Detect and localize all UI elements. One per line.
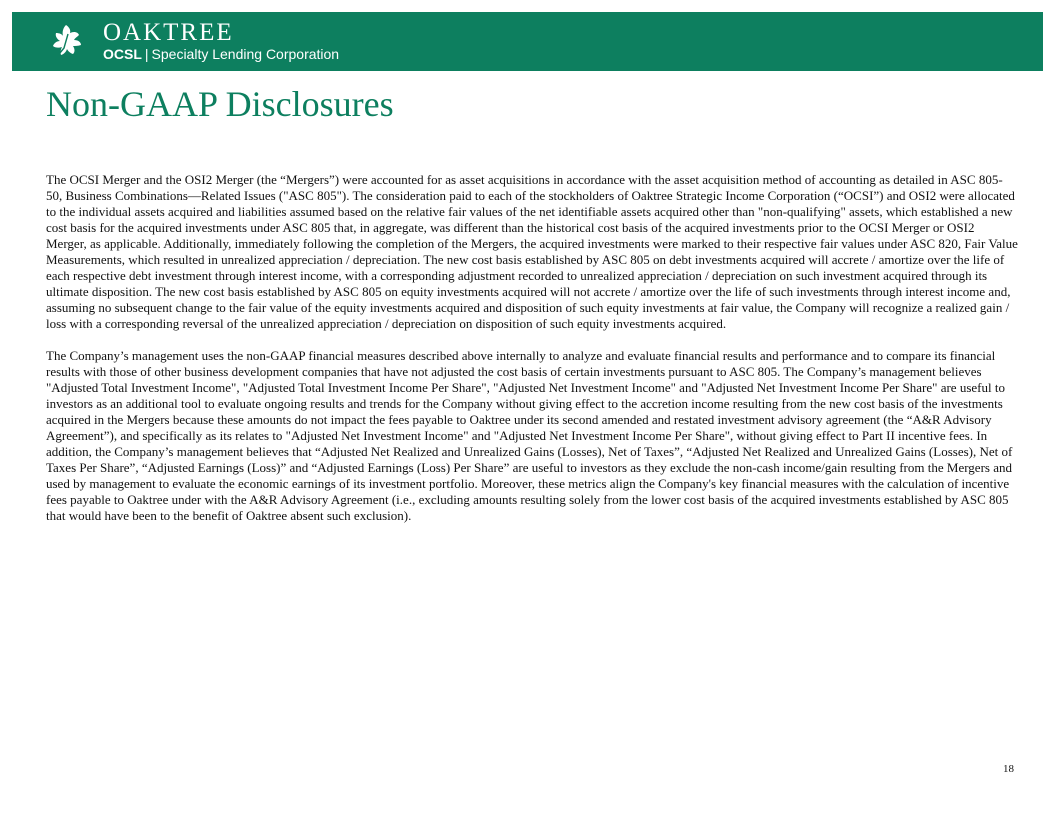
ticker-label: OCSL (103, 46, 142, 62)
company-name: Specialty Lending Corporation (151, 46, 340, 62)
ticker-separator: | (144, 46, 149, 62)
page-title: Non-GAAP Disclosures (46, 84, 394, 124)
disclosure-body (46, 172, 1018, 540)
oak-leaf-icon (46, 22, 86, 62)
brand-name: OAKTREE (103, 19, 234, 46)
page-number: 18 (1003, 763, 1014, 775)
paragraph-asset-acquisition: The OCSI Merger and the OSI2 Merger (the “Mergers”) were accounted for as asset acquisitions in accordance with the asset acquisition method of accounting as detailed in ASC 805-50, Business Combinations—Related Issues ("ASC 805"). The consideration paid to each of the stockholders of Oaktree Strategic Income Corporation (“OCSI”) and OSI2 were allocated to the individual assets acquired and liabilities assumed based on the relative fair values of the net identifiable assets acquired other than "non-qualifying" assets, which established a new cost basis for the acquired investments under ASC 805 that, in aggregate, was different than the historical cost basis of the acquired investments prior to the OCSI Merger or OSI2 Merger, as applicable. Additionally, immediately following the completion of the Mergers, the acquired investments were marked to their respective fair values under ASC 820, Fair Value Measurements, which resulted in unrealized appreciation / depreciation. The new cost basis established by ASC 805 on debt investments acquired will accrete / amortize over the life of each respective debt investment through interest income, with a corresponding adjustment recorded to unrealized appreciation / depreciation on such investment acquired through its ultimate disposition. The new cost basis established by ASC 805 on equity investments acquired will not accrete / amortize over the life of such investments through interest income and, assuming no subsequent change to the fair value of the equity investments acquired and disposition of such equity investments at fair value, the Company will recognize a realized gain / loss with a corresponding reversal of the unrealized appreciation / depreciation on disposition of such equity investments acquired. (46, 172, 1018, 331)
company-subline (103, 46, 339, 63)
paragraph-non-gaap-measures: The Company’s management uses the non-GAAP financial measures described above internally to analyze and evaluate financial results and performance and to compare its financial results with those of other business development companies that have not adjusted the cost basis of certain investments pursuant to ASC 805. The Company’s management believes "Adjusted Total Investment Income", "Adjusted Total Investment Income Per Share", "Adjusted Net Investment Income" and "Adjusted Net Investment Income Per Share" are useful to investors as an additional tool to evaluate ongoing results and trends for the Company without giving effect to the accretion income resulting from the new cost basis of the investments acquired in the Mergers because these amounts do not impact the fees payable to Oaktree under its second amended and restated investment advisory agreement (the “A&R Advisory Agreement”), and specifically as its relates to "Adjusted Net Investment Income" and "Adjusted Net Investment Income Per Share", without giving effect to Part II incentive fees. In addition, the Company’s management believes that “Adjusted Net Realized and Unrealized Gains (Losses), Net of Taxes”, “Adjusted Net Realized and Unrealized Gains (Losses), Net of Taxes Per Share”, “Adjusted Earnings (Loss)” and “Adjusted Earnings (Loss) Per Share” are useful to investors as they exclude the non-cash income/gain resulting from the Mergers and used by management to evaluate the economic earnings of its investment portfolio. Moreover, these metrics align the Company's key financial measures with the calculation of incentive fees payable to Oaktree under with the A&R Advisory Agreement (i.e., excluding amounts resulting solely from the lower cost basis of the acquired investments established by ASC 805 that would have been to the benefit of Oaktree absent such exclusion). (46, 348, 1013, 523)
header-banner (12, 12, 1043, 71)
